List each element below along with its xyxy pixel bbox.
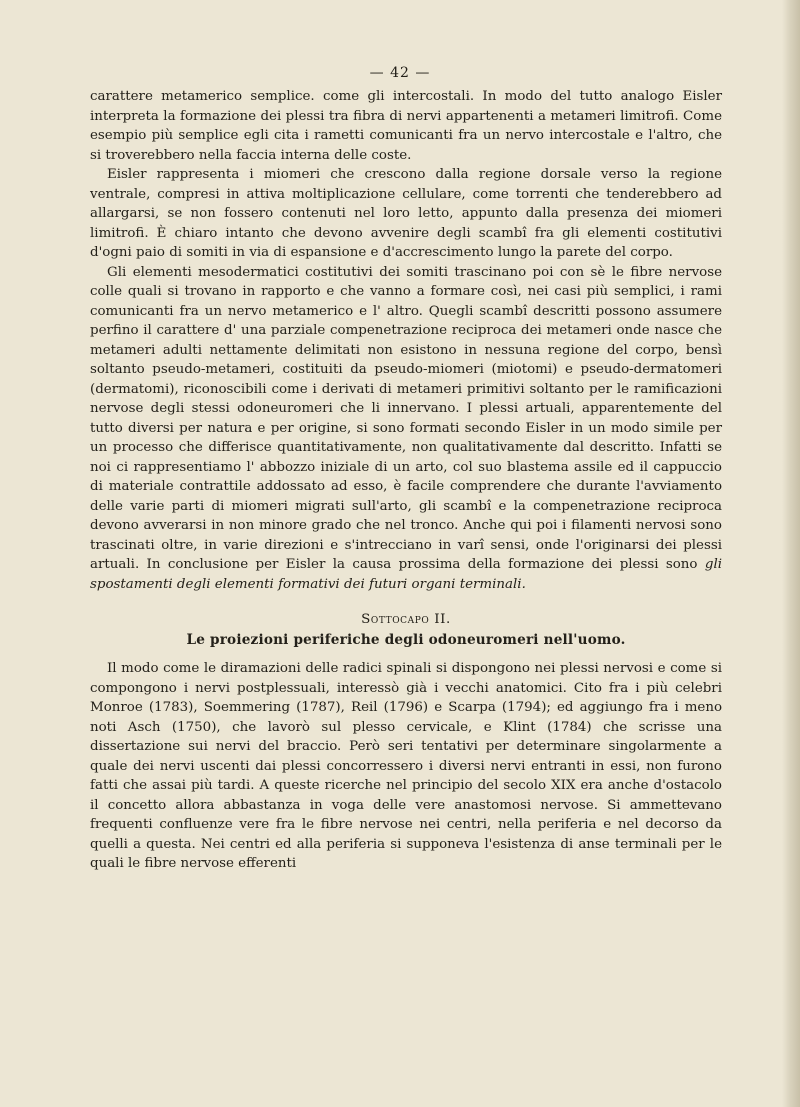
paragraph-3-italic: gli spostamenti degli elementi formativi dei futuri organi terminali. bbox=[90, 557, 723, 592]
paragraph-2: Eisler rappresenta i miomeri che crescono dalla regione dorsale verso la regione ventrale, compresi in attiva moltiplicazione cellulare, come torrenti che tenderebbero ad allargarsi, se non fossero contenuti nel loro letto, appunto dalla presenza dei miomeri limitrofi. È chiaro intanto che devono avvenire degli scambî fra gli elementi costitutivi d'ogni paio di somiti in via di espansione e d'accrescimento lungo la parete del corpo. bbox=[90, 167, 722, 260]
page-edge-shadow bbox=[782, 0, 800, 1107]
page-number: — 42 — bbox=[369, 65, 431, 81]
paragraph-3 bbox=[90, 263, 722, 595]
paragraph-1: carattere metamerico semplice. come gli intercostali. In modo del tutto analogo Eisler interpreta la formazione dei plessi tra fibra di nervi appartenenti a metameri limitrofi. Come esempio più semplice egli cita i rametti comunicanti fra un nervo intercostale e l'altro, che si troverebbero nella faccia interna delle coste. bbox=[90, 89, 722, 163]
page-body bbox=[90, 87, 722, 874]
section-title: Sottocapo II. bbox=[361, 612, 451, 627]
paragraph-4: Il modo come le diramazioni delle radici spinali si dispongono nei plessi nervosi e come si compongono i nervi postplessuali, interessò già i vecchi anatomici. Cito fra i più celebri Monroe (1783), Soemmering (1787), Reil (1796) e Scarpa (1794); ed aggiungo fra i meno noti Asch (1750), che lavorò sul plesso cervicale, e Klint (1784) che scrisse una dissertazione sui nervi del braccio. Però seri tentativi per determinare singolarmente a quale dei nervi uscenti dai plessi concorressero i diversi nervi entranti in essi, non furono fatti che assai più tardi. A queste ricerche nel principio del secolo XIX era anche d'ostacolo il concetto allora abbastanza in voga delle vere anastomosi nervose. Si ammettevano frequenti confluenze vere fra le fibre nervose nei centri, nella periferia e nel decorso da quelli a questa. Nei centri ed alla periferia si supponeva l'esistenza di anse terminali per le quali le fibre nervose efferenti bbox=[90, 661, 722, 871]
section-subtitle: Le proiezioni periferiche degli odoneuromeri nell'uomo. bbox=[186, 631, 626, 648]
paragraph-3-text: Gli elementi mesodermatici costitutivi dei somiti trascinano poi con sè le fibre nervose colle quali si trovano in rapporto e che vanno a formare così, nei casi più semplici, i rami comunicanti fra un nervo metamerico e l' altro. Quegli scambî descritti possono assumere perfino il carattere d' una parziale compenetrazione reciproca dei metameri onde nasce che metameri adulti nettamente delimitati non esistono in nessuna regione del corpo, bensì soltanto pseudo-metameri, costituiti da pseudo-miomeri (miotomi) e pseudo-dermatomeri (dermatomi), riconoscibili come i derivati di metameri primitivi soltanto per le ramificazioni nervose degli stessi odoneuromeri che li innervano. I plessi artuali, apparentemente del tutto diversi per natura e per origine, si sono formati secondo Eisler in un modo simile per un processo che differisce quantitativamente, non qualitativamente dal descritto. Infatti se noi ci rappresentiamo l' abbozzo iniziale di un arto, col suo blastema assile ed il cappuccio di materiale contrattile addossato ad esso, è facile comprendere che durante l'avviamento delle varie parti di miomeri migrati sull'arto, gli scambî e la compenetrazione reciproca devono avverarsi in non minore grado che nel tronco. Anche qui poi i filamenti nervosi sono trascinati oltre, in varie direzioni e s'intrecciano in varî sensi, onde l'originarsi dei plessi artuali. In conclusione per Eisler la causa prossima della formazione dei plessi sono bbox=[90, 264, 722, 572]
